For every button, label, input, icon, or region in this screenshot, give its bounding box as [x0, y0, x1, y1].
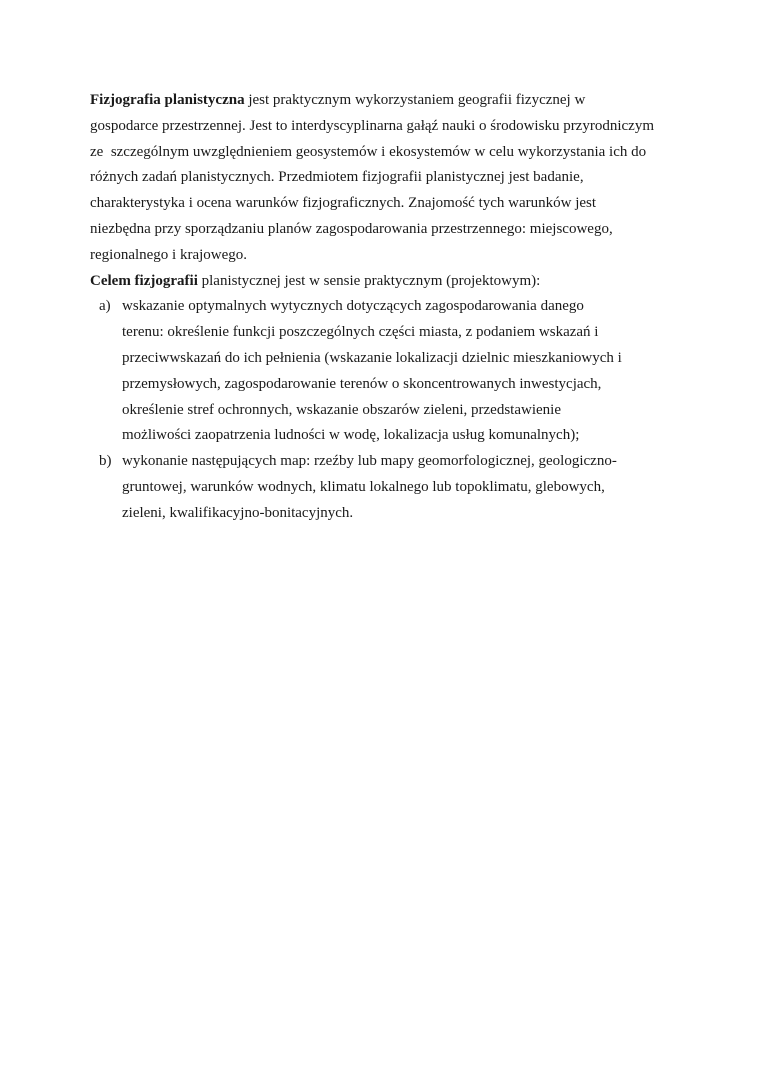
paragraph1-line3: ze szczególnym uwzględnieniem geosystemów i ekosystemów w celu wykorzystania ich do — [90, 143, 647, 160]
paragraph1-line1 — [90, 88, 690, 114]
list-item-b-line2: gruntowej, warunków wodnych, klimatu lokalnego lub topoklimatu, glebowych, — [122, 478, 605, 495]
list-item-b-line1: b) wykonanie następujących map: rzeźby lub mapy geomorfologicznej, geologiczno- — [90, 449, 690, 475]
list-item-a-line2: terenu: określenie funkcji poszczególnych części miasta, z podaniem wskazań i — [122, 324, 599, 341]
paragraph1-line5: charakterystyka i ocena warunków fizjograficznych. Znajomość tych warunków jest — [90, 195, 597, 212]
document-body — [90, 88, 690, 527]
list-item-a-line3: przeciwwskazań do ich pełnienia (wskazanie lokalizacji dzielnic mieszkaniowych i — [122, 349, 622, 366]
list-marker-b: b) — [99, 453, 112, 470]
list-item-a-line1: a) wskazanie optymalnych wytycznych dotyczących zagospodarowania danego — [90, 294, 690, 320]
list-item-b-line3: zieleni, kwalifikacyjno-bonitacyjnych. — [122, 504, 354, 521]
paragraph1-line7: regionalnego i krajowego. — [90, 246, 248, 263]
paragraph1-bold-lead: Fizjografia planistyczna — [90, 92, 245, 108]
paragraph1-line6: niezbędna przy sporządzaniu planów zagospodarowania przestrzennego: miejscowego, — [90, 220, 613, 237]
list-item-a-line6: możliwości zaopatrzenia ludności w wodę, lokalizacja usług komunalnych); — [122, 427, 580, 444]
list-item-a-line4: przemysłowych, zagospodarowanie terenów o skoncentrowanych inwestycjach, — [122, 375, 602, 392]
list-marker-a: a) — [99, 298, 111, 315]
paragraph1-line1-rest: jest praktycznym wykorzystaniem geografii fizycznej w — [244, 92, 586, 108]
list-item-a-line5: określenie stref ochronnych, wskazanie obszarów zieleni, przedstawienie — [122, 401, 561, 418]
paragraph2-line1 — [90, 269, 690, 295]
paragraph1-line2: gospodarce przestrzennej. Jest to interdyscyplinarna gałąź nauki o środowisku przyrodniczym — [90, 117, 654, 134]
paragraph1-line4: różnych zadań planistycznych. Przedmiotem fizjografii planistycznej jest badanie, — [90, 169, 584, 186]
paragraph2-bold-lead: Celem fizjografii — [90, 272, 198, 289]
paragraph2-line1-rest: planistycznej jest w sensie praktycznym (projektowym): — [197, 272, 541, 289]
